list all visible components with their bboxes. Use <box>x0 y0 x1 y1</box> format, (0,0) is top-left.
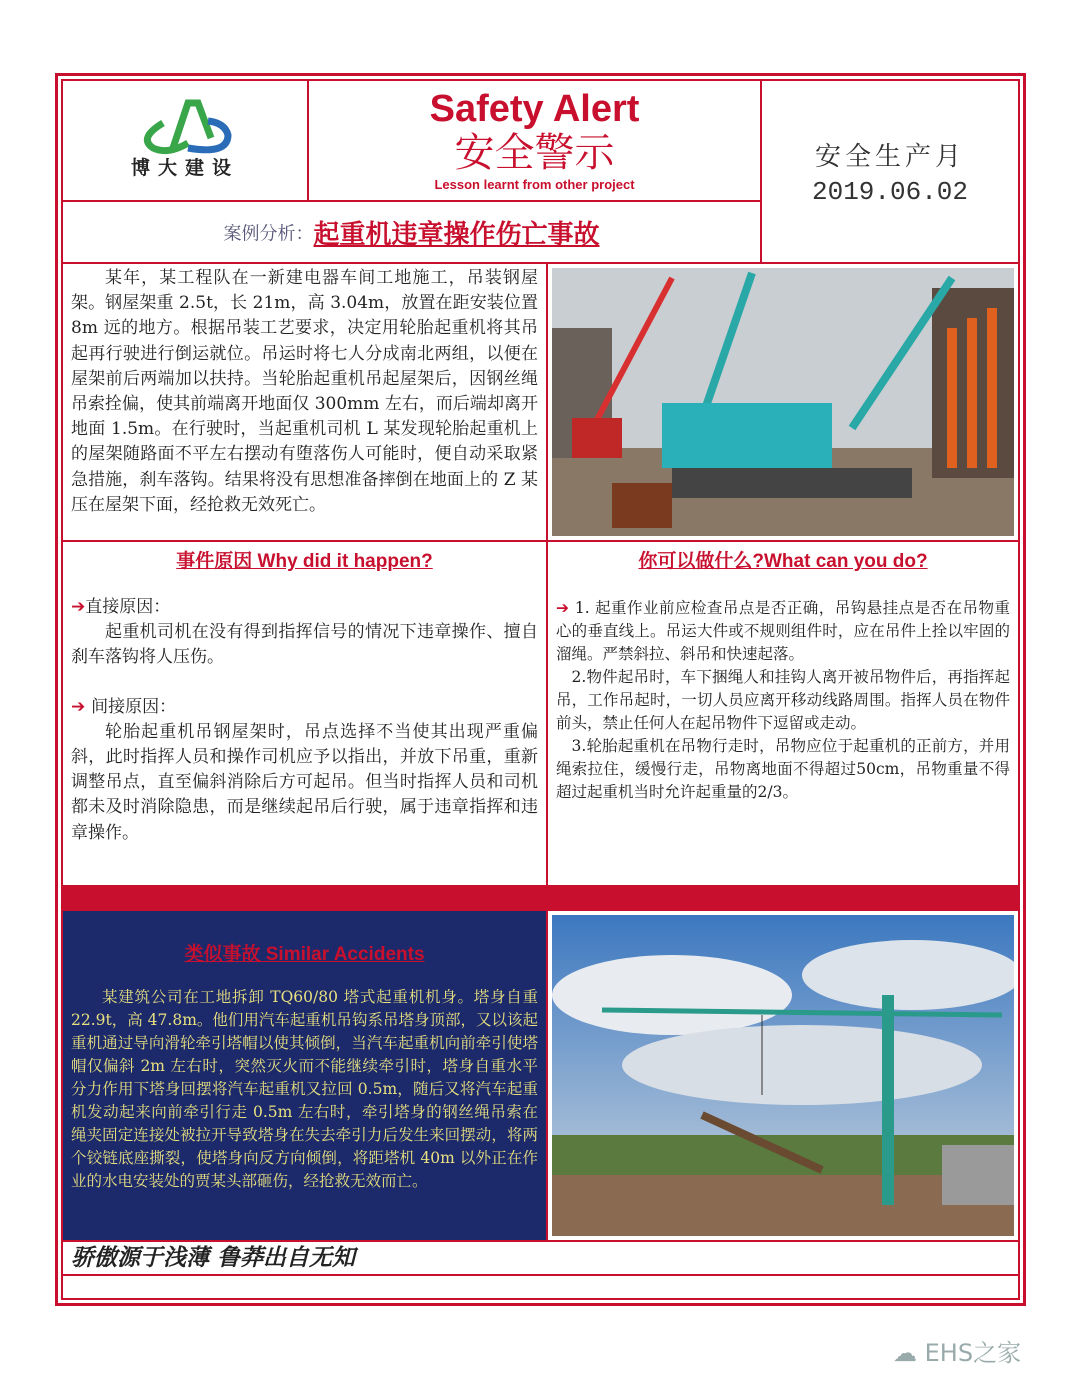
similar-accidents-cell <box>61 909 548 1242</box>
arrow-right-icon: ➔ <box>556 599 575 617</box>
tower-crane-image <box>552 915 1014 1236</box>
title-cn: 安全警示 <box>454 130 615 176</box>
logo-text: 博大建设 <box>131 157 240 179</box>
issue-date: 2019.06.02 <box>811 177 969 207</box>
todo-item: 2.物件起吊时，车下捆绳人和挂钩人离开被吊物件后，再指挥起吊，工作吊起时，一切人员应离开移动线路周围。指挥人员在物件前头，禁止任何人在起吊物件下逗留或走动。 <box>556 668 1010 732</box>
what-to-do-cell <box>546 540 1020 887</box>
similar-heading: 类似事故 Similar Accidents <box>184 944 425 965</box>
direct-cause-text: 起重机司机在没有得到指挥信号的情况下违章操作、擅自刹车落钩将人压伤。 <box>71 622 538 668</box>
date-cell <box>760 79 1020 264</box>
tagline: Lesson learnt from other project <box>434 177 635 192</box>
cause-cell <box>61 540 548 887</box>
indirect-cause-label: 间接原因： <box>91 696 177 717</box>
wechat-icon: ☁ <box>893 1339 925 1367</box>
case-label: 案例分析： <box>223 223 314 245</box>
case-title-cell <box>61 200 762 264</box>
todo-item: 1. 起重作业前应检查吊点是否正确，吊钩悬挂点是否在吊物重心的垂直线上。吊运大件或不规则组件时，应在吊件上拴以牢固的溜绳。严禁斜拉、斜吊和快速起落。 <box>556 599 1011 663</box>
cause-heading: 事件原因 Why did it happen? <box>176 551 433 572</box>
similar-text: 某建筑公司在工地拆卸 TQ60/80 塔式起重机机身。塔身自重 22.9t，高 47.8m。他们用汽车起重机吊钩系吊塔身顶部，又以该起重机通过导向滑轮牵引塔帽以使其倾倒，当汽车起重机向前牵引使塔帽仅偏斜 2m 左右时，突然灭火而不能继续牵引时，塔身自重水平分力作用下塔身回摆将汽车起重机又拉回 0.5m，随后又将汽车起重机发动起来向前牵引行走 0.5m 左右时，牵引塔身的钢丝绳吊索在绳夹固定连接处被拉开导致塔身在失去牵引力后发生来回摆动，将两个铰链底座撕裂，使塔身向反方向倾倒，将距塔机 40m 以外正在作业的水电安装处的贾某头部砸伤，经抢救无效而亡。 <box>71 988 538 1190</box>
company-logo-cell <box>61 79 309 202</box>
direct-cause-label: 直接原因： <box>85 597 171 617</box>
tower-crane-photo <box>546 909 1020 1242</box>
slogan-cell <box>61 1240 1020 1276</box>
slogan: 骄傲源于浅薄 鲁莽出自无知 <box>71 1245 356 1271</box>
crawler-crane-photo <box>546 262 1020 542</box>
crane-site-image <box>552 268 1014 536</box>
watermark-text: EHS之家 <box>924 1339 1022 1367</box>
todo-heading: 你可以做什么?What can you do? <box>638 551 928 572</box>
watermark <box>893 1333 1021 1368</box>
todo-item: 3.轮胎起重机在吊物行走时，吊物应位于起重机的正前方，并用绳索拉住，缓慢行走，吊物离地面不得超过50cm，吊物重量不得超过起重机当时允许起重量的2/3。 <box>556 737 1010 801</box>
arrow-right-icon: ➔ <box>71 696 92 717</box>
title-en: Safety Alert <box>429 88 640 130</box>
red-divider <box>61 885 1020 911</box>
story-cell <box>61 262 548 542</box>
arrow-right-icon: ➔ <box>71 597 86 617</box>
title-cell <box>307 79 762 202</box>
case-title: 起重机违章操作伤亡事故 <box>313 220 600 250</box>
indirect-cause-text: 轮胎起重机吊钢屋架时，吊点选择不当使其出现严重偏斜，此时指挥人员和操作司机应予以指出，并放下吊重，重新调整吊点，直至偏斜消除后方可起吊。但当时指挥人员和司机都未及时消除隐患，而是继续起吊后行驶，属于违章指挥和违章操作。 <box>71 721 538 843</box>
safety-month-label: 安全生产月 <box>814 142 965 172</box>
story-text: 某年，某工程队在一新建电器车间工地施工，吊装钢屋架。钢屋架重 2.5t，长 21m，高 3.04m，放置在距安装位置 8m 远的地方。根据吊装工艺要求，决定用轮胎起重机将其吊起再行驶进行倒运就位。吊运时将七人分成南北两组，以便在屋架前后两端加以扶持。当轮胎起重机吊起屋架后，因钢丝绳吊索拴偏，使其前端离开地面仅 300mm 左右，而后端却离开地面 1.5m。在行驶时，当起重机司机 L 某发现轮胎起重机上的屋架随路面不平左右摆动有堕落伤人可能时，便自动采取紧急措施，刹车落钩。结果将没有思想准备摔倒在地面上的 Z 某压在屋架下面，经抢救无效死亡。 <box>71 268 538 515</box>
